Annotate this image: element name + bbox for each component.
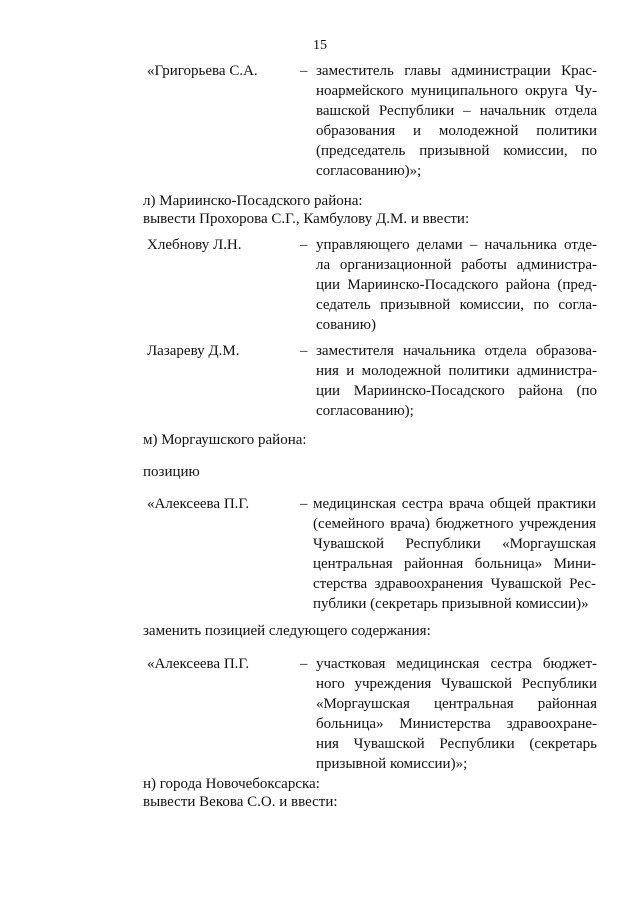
- entry-line: медицинская сестра врача общей практики: [313, 496, 596, 512]
- page-number: 15: [313, 38, 327, 53]
- entry-dash: –: [300, 656, 308, 672]
- section-heading-l: л) Мариинско-Посадского района:: [143, 193, 363, 209]
- entry-line: ния и молодежной политики администра-: [316, 363, 597, 379]
- entry-line: ноармейского муниципального округа Чу-: [316, 83, 597, 99]
- entry-line: ного учреждения Чувашской Республики: [316, 676, 597, 692]
- entry-line: сованию): [316, 317, 376, 333]
- entry-line: ции Мариинско-Посадского района (по: [316, 383, 597, 399]
- entry-dash: –: [300, 496, 308, 512]
- entry-line: вашской Республики – начальник отдела: [316, 103, 597, 119]
- entry-line: ла организационной работы администра-: [316, 257, 597, 273]
- entry-line: образования и молодежной политики: [316, 123, 597, 139]
- entry-line: больница» Министерства здравоохране-: [316, 716, 597, 732]
- entry-line: «Моргаушская центральная районная: [316, 696, 597, 712]
- entry-name: «Алексеева П.Г.: [147, 496, 250, 512]
- entry-line: призывной комиссии)»;: [316, 756, 468, 772]
- entry-line: (председатель призывной комиссии, по: [316, 143, 597, 159]
- entry-line: Чувашской Республики «Моргаушская: [313, 536, 596, 552]
- entry-name: Хлебнову Л.Н.: [147, 237, 242, 253]
- entry-dash: –: [300, 63, 308, 79]
- entry-name: «Григорьева С.А.: [147, 63, 258, 79]
- replace-instruction: заменить позицией следующего содержания:: [143, 623, 431, 639]
- entry-line: участковая медицинская сестра бюджет-: [316, 656, 597, 672]
- entry-line: (семейного врача) бюджетного учреждения: [313, 516, 596, 532]
- section-heading-n: н) города Новочебоксарска:: [143, 776, 320, 792]
- entry-line: ции Мариинско-Посадского района (пред-: [316, 277, 597, 293]
- entry-name: «Алексеева П.Г.: [147, 656, 250, 672]
- entry-line: заместителя начальника отдела образова-: [316, 343, 597, 359]
- section-heading-m: м) Моргаушского района:: [143, 432, 307, 448]
- entry-line: ния Чувашской Республики (секретарь: [316, 736, 597, 752]
- entry-line: согласованию);: [316, 403, 414, 419]
- entry-line: центральная районная больница» Мини-: [313, 556, 596, 572]
- section-instruction-n: вывести Векова С.О. и ввести:: [143, 794, 338, 810]
- entry-name: Лазареву Д.М.: [147, 343, 240, 359]
- entry-line: согласованию)»;: [316, 163, 422, 179]
- section-instruction-l: вывести Прохорова С.Г., Камбулову Д.М. и ввести:: [143, 211, 470, 227]
- entry-line: управляющего делами – начальника отде-: [316, 237, 597, 253]
- entry-dash: –: [300, 237, 308, 253]
- entry-line: стерства здравоохранения Чувашской Рес-: [313, 576, 596, 592]
- position-word: позицию: [143, 464, 200, 480]
- entry-dash: –: [300, 343, 308, 359]
- entry-line: седатель призывной комиссии, по согла-: [316, 297, 597, 313]
- entry-line: публики (секретарь призывной комиссии)»: [313, 596, 589, 612]
- entry-line: заместитель главы администрации Крас-: [316, 63, 597, 79]
